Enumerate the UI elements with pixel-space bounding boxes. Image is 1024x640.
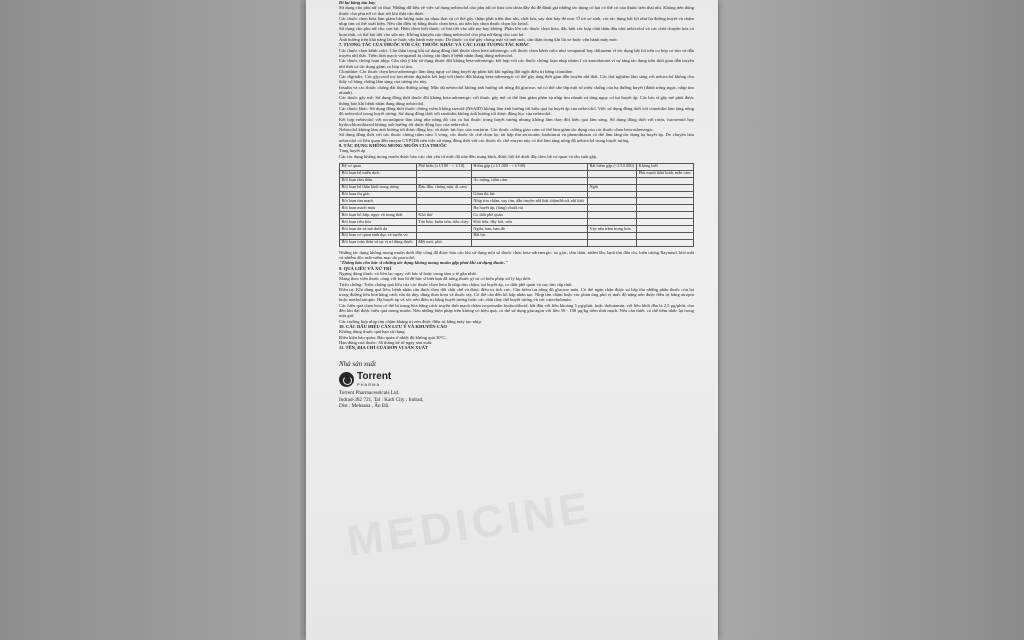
paragraph: Không dùng thuốc quá hạn sử dụng. — [339, 329, 406, 335]
table-cell: Ác mộng, trầm cảm — [471, 177, 587, 184]
table-cell: Rối loạn mạch máu — [340, 205, 417, 212]
paragraph: Triệu chứng: Triệu chứng quá liều của các thuốc chẹn beta là nhịp tim chậm, tụt huyết áp, co thắt phế quản và suy tim cấp tính. — [339, 281, 573, 287]
paragraph: Nebivolol không làm ảnh hưởng tới dược động học và dược lực học của warfarin. Các thuốc cường giao cảm có thể làm giảm tác dụng của các thuốc chẹn beta-adrenergic. — [339, 127, 654, 133]
background-right — [719, 0, 1024, 640]
section-10-title: 10. CÁC DẤU HIỆU CẦN LƯU Ý VÀ KHUYẾN CÁO — [339, 323, 447, 329]
table-cell — [637, 212, 694, 219]
table-cell — [637, 177, 694, 184]
table-cell: Giảm thị lực — [471, 191, 587, 198]
table-cell: Hạ huyết áp, (tăng) chuột rút — [471, 205, 587, 212]
table-row — [340, 191, 694, 198]
table-row — [340, 170, 694, 177]
table-cell — [416, 198, 471, 205]
table-cell — [587, 219, 636, 226]
paragraph: Sử dụng cho phụ nữ cho con bú: Hiện chưa biết thuốc có bài tiết vào sữa mẹ hay không. Phần lớn các thuốc chẹn beta, đặc biệt các hợp chất thân dầu như nebivolol và các chất chuyển hóa có hoạt tính, có thể bài tiết vào sữa mẹ. Không khuyến cáo dùng nebivolol cho phụ nữ đang cho con bú. — [339, 26, 694, 37]
table-cell — [637, 226, 694, 233]
table-cell — [587, 170, 636, 177]
section-8-title: 8. TÁC DỤNG KHÔNG MONG MUỐN CỦA THUỐC — [339, 143, 448, 149]
table-row — [340, 198, 694, 205]
table-cell — [587, 177, 636, 184]
table-cell — [471, 170, 587, 177]
table-header-cell: Hệ cơ quan — [340, 163, 417, 170]
storage-conditions: Điều kiện bảo quản: Bảo quản ở nhiệt độ không quá 30°C. — [339, 334, 447, 340]
table-row — [340, 177, 694, 184]
table-row — [340, 205, 694, 212]
table-cell: Mệt mỏi, phù — [416, 239, 471, 246]
table-cell: Rối loạn tâm thần — [340, 177, 417, 184]
table-cell: Rối loạn tim mạch — [340, 198, 417, 205]
table-cell — [637, 205, 694, 212]
paragraph: Mang theo viên thuốc cùng với bao bì để bác sĩ biết bạn đã uống thuốc gì và có biện pháp xử lý kịp thời. — [339, 276, 532, 282]
table-cell: Rối loạn tiêu hóa — [340, 219, 417, 226]
manufacturer-block — [339, 360, 694, 409]
table-cell: Rối loạn hệ thần kinh trung ương — [340, 184, 417, 191]
table-row — [340, 212, 694, 219]
paragraph: "Thông báo cho bác sĩ những tác dụng không mong muốn gặp phải khi sử dụng thuốc." — [339, 260, 508, 266]
section-9-title: 9. QUÁ LIỀU VÀ XỬ TRÍ — [339, 265, 392, 271]
logo-name: Torrent — [357, 371, 392, 383]
leaflet-content — [339, 0, 694, 409]
adverse-effects-table — [339, 163, 694, 247]
table-cell: Khó tiêu, đầy hơi, nôn — [471, 219, 587, 226]
table-cell: Bất lực — [471, 232, 587, 239]
table-header-cell: Hiếm gặp (≥1/1.000 - <1/100) — [471, 163, 587, 170]
table-cell — [416, 205, 471, 212]
table-cell — [587, 212, 636, 219]
paragraph: Các trường hợp nhịp tim chậm kháng trị nên được điều trị bằng máy tạo nhịp. — [339, 318, 482, 324]
table-cell — [587, 191, 636, 198]
table-cell: Co thắt phế quản — [471, 212, 587, 219]
paragraph: Tăng huyết áp — [339, 148, 366, 154]
table-cell — [637, 219, 694, 226]
table-cell: Phù mạch thần kinh, mẫn cảm — [637, 170, 694, 177]
paragraph: Các thuốc gây mê: Sử dụng đồng thời thuốc đối kháng beta-adrenergic với thuốc gây mê có thể làm giảm phản xạ nhịp tim nhanh và tăng nguy cơ tụt huyết áp. Các bác sĩ gây mê phải được thông báo khi bệnh nhân đang dùng nebivolol. — [339, 95, 694, 106]
paragraph: Các thuốc khác: Sử dụng đồng thời thuốc chống viêm không steroid (NSAID) không làm ảnh hưởng tới hiệu quả hạ huyết áp của nebivolol. Việc sử dụng đồng thời với cimetidin làm tăng nồng độ nebivolol trong huyết tương. Sử dụng đồng thời với ranitidin không ảnh hưởng tới dược động học của nebivolol. — [339, 105, 694, 117]
table-cell — [637, 239, 694, 246]
table-row — [340, 226, 694, 233]
address-line: Indrad-382 721, Tal : Kadi City : Indrad, — [339, 396, 424, 403]
paragraph: Insulin và các thuốc chống đái tháo đường uống: Mặc dù nebivolol không ảnh hưởng tới nồng độ glucose, nó có thể che lấp một số triệu chứng của hạ đường huyết (đánh trống ngực, nhịp tim nhanh). — [339, 84, 694, 96]
table-cell — [637, 191, 694, 198]
section-11-title: 11. TÊN, ĐỊA CHỈ CỦA ĐƠN VỊ SẢN XUẤT — [339, 345, 429, 351]
table-cell — [471, 184, 587, 191]
table-cell: Táo bón, buồn nôn, tiêu chảy — [416, 219, 471, 226]
paragraph: Các hiệu quả chẹn beta có thể bị trung hòa bằng cách truyền tĩnh mạch chậm isoprenalin hydrochlorid, bắt đầu với liều khoảng 5 µg/phút, hoặc dobutamin, với liều khởi đầu là 2,5 µg/phút, cho đến khi đạt được hiệu quả mong muốn. Nếu những biện pháp trên không có hiệu quả, có thể sử dụng glucagon với liều 50 - 100 µg/kg tiêm tĩnh mạch. Nếu cần thiết, có thể tiêm nhắc lại trong một giờ. — [339, 302, 694, 319]
paragraph: Các digitalis: Các glycosid trợ tim nhóm digitalis kết hợp với thuốc đối kháng beta-adrenergic có thể gây tăng thời gian dẫn truyền nhĩ thất. Các thử nghiệm lâm sàng với nebivolol không cho thấy có bằng chứng lâm sàng của tương tác này. — [339, 74, 694, 85]
paragraph: Sử dụng cho phụ nữ có thai: Những dữ liệu về việc sử dụng nebivolol cho phụ nữ có thai còn chưa đầy đủ để đánh giá những tác dụng có hại có thể có của thuốc trên thai nhi. Không nên dùng thuốc cho phụ nữ có thai trừ khi thật cần thiết. — [339, 5, 694, 16]
table-cell: Rối loạn da và mô dưới da — [340, 226, 417, 233]
table-cell — [587, 198, 636, 205]
table-cell: Đau đầu, chóng mặt, dị cảm — [416, 184, 471, 191]
table-cell: Khó thở — [416, 212, 471, 219]
table-row — [340, 239, 694, 246]
table-cell — [416, 226, 471, 233]
watermark: MEDICINE — [343, 483, 596, 566]
table-cell — [587, 205, 636, 212]
table-cell — [471, 239, 587, 246]
paragraph: Các thuốc chẹn kênh calci: Cần thận trọng khi sử dụng đồng thời thuốc chẹn beta-adrenergic với thuốc chẹn kênh calci như verapamil hay diltiazem vì tác dụng bất lợi trên co bóp cơ tim và dẫn truyền nhĩ thất. Tiêm tĩnh mạch verapamil bị chống chỉ định ở bệnh nhân đang dùng nebivolol. — [339, 47, 694, 58]
logo-subtitle: PHARMA — [357, 382, 381, 388]
paragraph: Đi lại bằng tàu bay — [339, 0, 376, 5]
table-row — [340, 219, 694, 226]
table-cell — [416, 177, 471, 184]
paragraph: Ảnh hưởng trên khả năng lái xe hoặc vận hành máy móc: Do thuốc có thể gây chóng mặt và mệt mỏi, cần thận trọng khi lái xe hoặc vận hành máy móc. — [339, 37, 619, 43]
table-cell: Rối loạn toàn thân và tại vị trí dùng thuốc — [340, 239, 417, 246]
table-cell: Vảy nến trầm trọng hơn — [587, 226, 636, 233]
paragraph: Clonidine: Các thuốc chẹn beta-adrenergic làm tăng nguy cơ tăng huyết áp phản hồi khi ngừng đột ngột điều trị bằng clonidine. — [339, 68, 574, 74]
logo-mark-icon — [339, 372, 354, 387]
torrent-logo — [339, 372, 694, 387]
paragraph: Điều trị: Khi dùng quá liều, bệnh nhân cần được theo dõi chặt chẽ và được điều trị tích cực. Cần kiểm tra nồng độ glucose máu. Có thể ngăn chặn được sự hấp thu những phần thuốc còn lại trong đường tiêu hóa bằng cách rửa dạ dày, dùng than hoạt và thuốc tẩy. Có thể cần đến hô hấp nhân tạo. Nhịp tim chậm hoặc các phản ứng phó vị mức độ nặng nên được điều trị bằng atropin hoặc methylatropin. Hạ huyết áp và sốc nên điều trị bằng huyết tương hoặc các chất thay thế huyết tương và các catecholamin. — [339, 286, 694, 303]
table-header-cell: Phổ biến (≥1/100 - < 1/10) — [416, 163, 471, 170]
table-cell — [587, 239, 636, 246]
table-cell — [637, 184, 694, 191]
address-line: Torrent Pharmaceuticals Ltd. — [339, 390, 400, 397]
background-left — [0, 0, 300, 640]
table-cell — [587, 232, 636, 239]
table-header-row — [340, 163, 694, 170]
leaflet-sheet — [306, 0, 718, 640]
table-cell: Rối loạn hô hấp, ngực và trung thất — [340, 212, 417, 219]
section-7-body — [339, 48, 694, 143]
table-cell — [416, 170, 471, 177]
paragraph: Các tác dụng không mong muốn được báo cáo chủ yếu từ mức độ nhẹ đến trung bình, được liệt kê dưới đây theo hệ cơ quan và tần suất gặp. — [339, 153, 598, 159]
table-header-cell: Không biết — [637, 163, 694, 170]
table-row — [340, 232, 694, 239]
address-line: Dist : Mehsana , Ấn Độ. — [339, 402, 390, 409]
paragraph: Ngưng dùng thuốc và liên lạc ngay với bác sĩ hoặc trung tâm y tế gần nhất. — [339, 270, 477, 276]
table-cell: Ngứa, ban, ban đỏ — [471, 226, 587, 233]
paragraph: Những tác dụng không mong muốn dưới đây cũng đã được báo cáo khi sử dụng một số thuốc chẹn beta-adrenergic: ảo giác, tâm thần, nhầm lẫn, lạnh tím đầu chi, hiện tượng Raynaud, khô mắt và nhiễm độc mắt-niêm mạc do practolol. — [339, 249, 694, 261]
section-7-title: 7. TƯƠNG TÁC CỦA THUỐC VỚI CÁC THUỐC KHÁC VÀ CÁC LOẠI TƯƠNG TÁC KHÁC — [339, 42, 530, 48]
table-cell: Ngất — [587, 184, 636, 191]
table-cell: Nhịp tim chậm, suy tim, dẫn truyền nhĩ thất chậm/block nhĩ thất — [471, 198, 587, 205]
manufacturer-heading: Nhà sản xuất — [339, 360, 376, 369]
table-cell: Rối loạn thị giác — [340, 191, 417, 198]
table-cell — [637, 232, 694, 239]
paragraph: Kết hợp nebivolol với nicardipine làm tăng nhẹ nồng độ của cả hai thuốc trong huyết tương nhưng không làm thay đổi hiệu quả lâm sàng. Sử dụng đồng thời với rượu, furosemid hay hydrochlorothiazid không ảnh hưởng tới dược động học của nebivolol. — [339, 116, 694, 127]
paragraph: Sử dụng đồng thời với các thuốc chống trầm cảm 3 vòng, các thuốc ức chế chọn lọc tái hấp thu serotonin, barbiturat và phenothiazin có thể làm tăng tác dụng hạ huyết áp. Do chuyển hóa nebivolol có liên quan đến enzym CYP2D6 nên việc sử dụng đồng thời với các thuốc ức chế enzym này có thể làm tăng nồng độ nebivolol trong huyết tương. — [339, 132, 694, 143]
top-paragraphs — [339, 0, 694, 42]
table-cell: Rối loạn hệ miễn dịch — [340, 170, 417, 177]
table-cell — [416, 191, 471, 198]
table-cell — [637, 198, 694, 205]
paragraph: Các thuốc chống loạn nhịp: Cần chú ý khi sử dụng thuốc đối kháng beta-adrenergic kết hợp với các thuốc chống loạn nhịp nhóm I và amiodarone vì sự tăng tác dụng trên thời gian dẫn truyền nhĩ thất và tác dụng giảm co bóp cơ tim. — [339, 58, 694, 69]
table-row — [340, 184, 694, 191]
table-cell — [416, 232, 471, 239]
table-cell: Rối loạn cơ quan sinh dục và tuyến vú — [340, 232, 417, 239]
table-header-cell: Rất hiếm gặp (<1/10.000) — [587, 163, 636, 170]
shelf-life: Hạn dùng của thuốc: 36 tháng kể từ ngày sản xuất. — [339, 339, 433, 345]
paragraph: Các thuốc chẹn beta làm giảm lưu lượng máu tại nhau thai và có thể gây chậm phát triển thai nhi, chết lưu, sảy thai hay đẻ non. Ở trẻ sơ sinh, các tác dụng bất lợi như hạ đường huyết và chậm nhịp tim có thể xuất hiện. Nếu cần điều trị bằng thuốc chẹn beta, ưu tiên lựa chọn thuốc chọn lọc beta1. — [339, 15, 694, 27]
